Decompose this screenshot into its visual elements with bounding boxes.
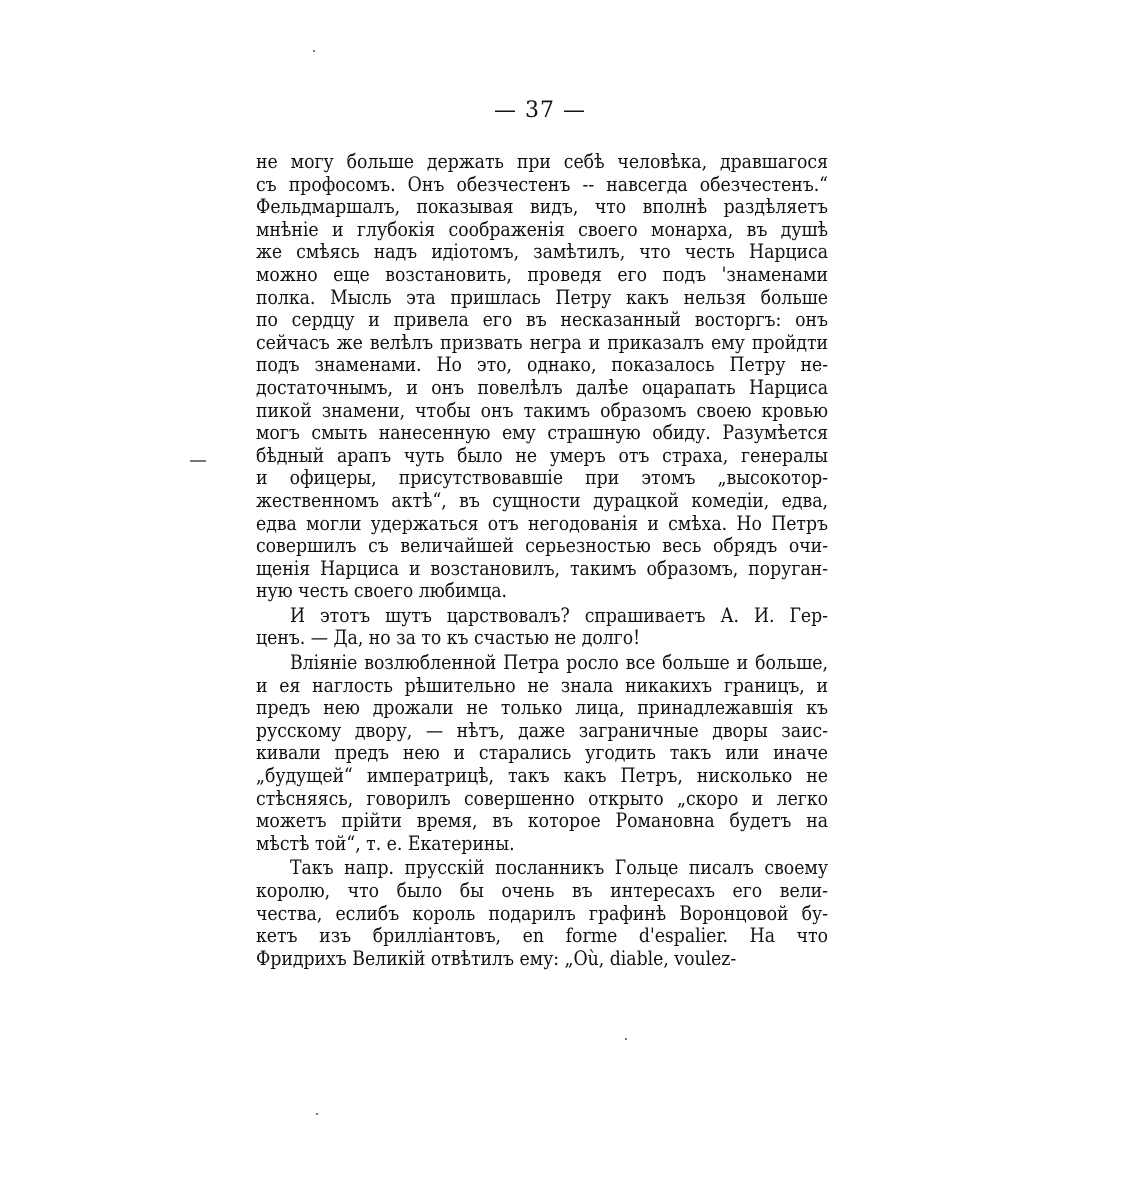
text-line: русскому двору, — нѣтъ, даже заграничные дворы заис- xyxy=(256,718,828,742)
text-line: можетъ прійти время, въ которое Романовна будетъ на xyxy=(256,809,828,833)
text-line: сейчасъ же велѣлъ призвать негра и приказалъ ему пройдти xyxy=(256,330,828,354)
body-text xyxy=(256,151,828,970)
text-line: Фельдмаршалъ, показывая видъ, что вполнѣ раздѣляетъ xyxy=(256,195,828,219)
paragraph xyxy=(256,151,828,603)
text-line: „будущей“ императрицѣ, такъ какъ Петръ, нисколько не xyxy=(256,764,828,788)
paragraph xyxy=(256,605,828,650)
text-line: Фридрихъ Великій отвѣтилъ ему: „Où, diable, voulez- xyxy=(256,946,737,970)
text-line: можно еще возстановить, проведя его подъ 'знаменами xyxy=(256,262,828,286)
text-line: щенія Нарциса и возстановилъ, такимъ образомъ, поруган- xyxy=(256,556,828,580)
text-line: чества, еслибъ король подарилъ графинѣ Воронцовой бу- xyxy=(256,901,828,925)
text-line: и офицеры, присутствовавшіе при этомъ „высокотор- xyxy=(256,466,828,490)
text-line: подъ знаменами. Но это, однако, показалось Петру не- xyxy=(256,353,828,377)
text-line: по сердцу и привела его въ несказанный восторгъ: онъ xyxy=(256,308,828,332)
text-line: кивали предъ нею и старались угодить такъ или иначе xyxy=(256,741,828,765)
text-line: и ея наглость рѣшительно не знала никакихъ границъ, и xyxy=(256,673,828,697)
text-line: едва могли удержаться отъ негодованія и смѣха. Но Петръ xyxy=(256,511,828,535)
paragraph xyxy=(256,652,828,855)
text-line: Такъ напр. прусскій посланникъ Гольце писалъ своему xyxy=(290,856,828,880)
text-line: ную честь своего любимца. xyxy=(256,579,507,603)
text-line: жественномъ актѣ“, въ сущности дурацкой комедіи, едва, xyxy=(256,488,828,512)
text-line: И этотъ шутъ царствовалъ? спрашиваетъ А. И. Гер- xyxy=(290,603,828,627)
text-line: достаточнымъ, и онъ повелѣлъ далѣе оцарапать Нарциса xyxy=(256,375,828,399)
scan-speck xyxy=(190,460,206,462)
text-line: полка. Мысль эта пришлась Петру какъ нельзя больше xyxy=(256,285,828,309)
paragraph xyxy=(256,857,828,970)
text-line: мѣстѣ той“, т. е. Екатерины. xyxy=(256,831,515,855)
text-line: Вліяніе возлюбленной Петра росло все больше и больше, xyxy=(290,651,828,675)
text-line: съ профосомъ. Онъ обезчестенъ -- навсегда обезчестенъ.“ xyxy=(256,172,828,196)
text-line: ценъ. — Да, но за то къ счастью не долго! xyxy=(256,626,641,650)
text-line: предъ нею дрожали не только лица, принадлежавшія къ xyxy=(256,696,828,720)
text-line: кетъ изъ брилліантовъ, en forme d'espalier. На что xyxy=(256,924,828,948)
text-line: пикой знамени, чтобы онъ такимъ образомъ своею кровью xyxy=(256,398,828,422)
text-line: же смѣясь надъ идіотомъ, замѣтилъ, что честь Нарциса xyxy=(256,240,828,264)
text-line: бѣдный арапъ чуть было не умеръ отъ страха, генералы xyxy=(256,443,828,467)
text-line: мнѣніе и глубокія соображенія своего монарха, въ душѣ xyxy=(256,217,828,241)
scan-speck xyxy=(313,50,315,52)
text-line: не могу больше держать при себѣ человѣка, дравшагося xyxy=(256,150,828,173)
page-number: — 37 — xyxy=(494,98,586,123)
scan-speck xyxy=(316,1113,318,1115)
text-line: совершилъ съ величайшей серьезностью весь обрядъ очи- xyxy=(256,534,828,558)
text-line: могъ смыть нанесенную ему страшную обиду. Разумѣется xyxy=(256,421,828,445)
text-line: стѣсняясь, говорилъ совершенно открыто „скоро и легко xyxy=(256,786,828,810)
text-line: королю, что было бы очень въ интересахъ его вели- xyxy=(256,879,828,902)
scan-speck xyxy=(625,1038,627,1040)
